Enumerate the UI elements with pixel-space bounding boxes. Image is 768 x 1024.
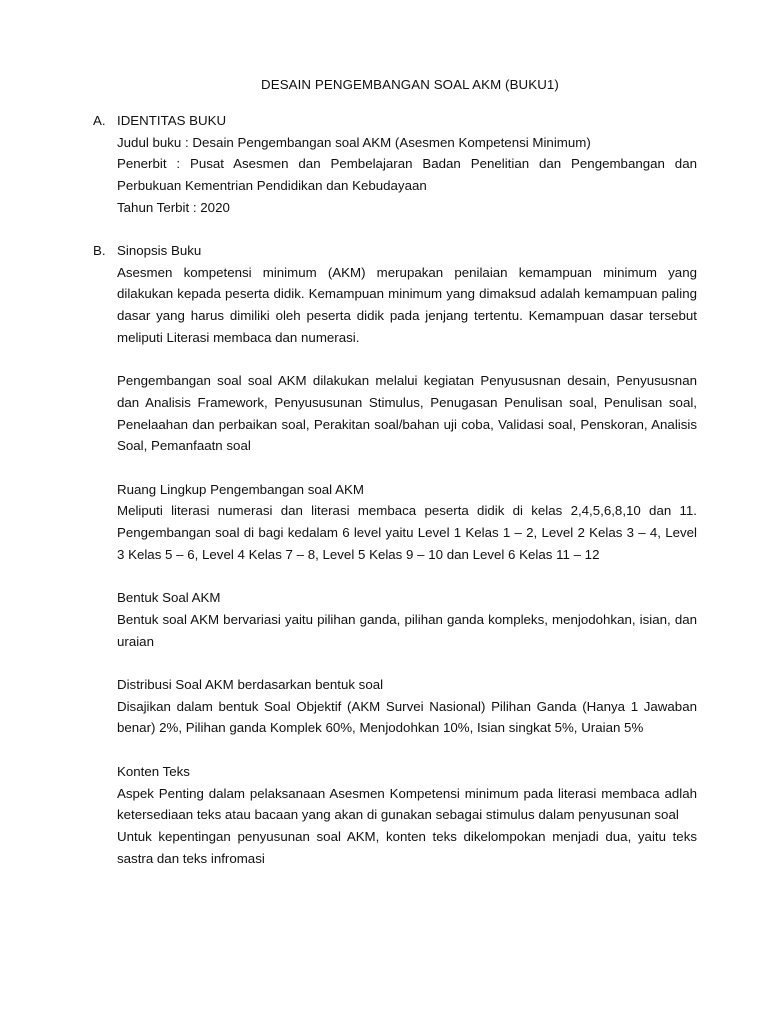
paragraph-gap — [117, 457, 697, 479]
section-a-heading: IDENTITAS BUKU — [117, 113, 227, 128]
ruang-lingkup-text: Meliputi literasi numerasi dan literasi membaca peserta didik di kelas 2,4,5,6,8,10 dan 11. Pengembangan soal di bagi kedalam 6 level yaitu Level 1 Kelas 1 – 2, Level 2 Kelas 3 – 4, Level 3 Kelas 5 – 6, Level 4 Kelas 7 – 8, Level 5 Kelas 9 – 10 dan Level 6 Kelas 11 – 12 — [117, 503, 697, 562]
tahun-terbit-line: Tahun Terbit : 2020 — [117, 199, 230, 215]
ruang-lingkup-heading: Ruang Lingkup Pengembangan soal AKM — [117, 481, 364, 497]
distribusi-soal-text: Disajikan dalam bentuk Soal Objektif (AKM Survei Nasional) Pilihan Ganda (Hanya 1 Jawaban benar) 2%, Pilihan ganda Komplek 60%, Menjodohkan 10%, Isian singkat 5%, Uraian 5% — [117, 698, 697, 736]
paragraph-gap — [117, 739, 697, 761]
section-sinopsis-buku — [93, 240, 697, 869]
sinopsis-paragraph-2: Pengembangan soal soal AKM dilakukan melalui kegiatan Penyususnan desain, Penyususnan dan Analisis Framework, Penyususunan Stimulus, Penugasan Penulisan soal, Penulisan soal, Penelaahan dan perbaikan soal, Perakitan soal/bahan uji coba, Validasi soal, Penskoran, Analisis Soal, Pemanfaatn soal — [117, 373, 697, 454]
section-identitas-buku — [93, 110, 697, 219]
penerbit-line: Penerbit : Pusat Asesmen dan Pembelajaran Badan Penelitian dan Pengembangan dan Perbukuan Kementrian Pendidikan dan Kebudayaan — [117, 156, 697, 194]
paragraph-gap — [117, 652, 697, 674]
section-b-header — [93, 240, 697, 262]
judul-buku-line: Judul buku : Desain Pengembangan soal AKM (Asesmen Kompetensi Minimum) — [117, 134, 591, 150]
section-a-header — [93, 110, 697, 132]
paragraph-gap — [117, 349, 697, 371]
section-b-body — [93, 262, 697, 870]
konten-teks-heading: Konten Teks — [117, 763, 190, 779]
bentuk-soal-text: Bentuk soal AKM bervariasi yaitu pilihan ganda, pilihan ganda kompleks, menjodohkan, isian, dan uraian — [117, 611, 697, 649]
document-title: DESAIN PENGEMBANGAN SOAL AKM (BUKU1) — [261, 77, 559, 92]
sinopsis-paragraph-1: Asesmen kompetensi minimum (AKM) merupakan penilaian kemampuan minimum yang dilakukan kepada peserta didik. Kemampuan minimum yang dimaksud adalah kemampuan paling dasar yang harus dimiliki oleh peserta didik pada jenjang tertentu. Kemampuan dasar tersebut meliputi Literasi membaca dan numerasi. — [117, 264, 697, 345]
paragraph-gap — [117, 566, 697, 588]
section-b-letter: B. — [93, 243, 106, 258]
section-a-body — [93, 132, 697, 219]
distribusi-soal-heading: Distribusi Soal AKM berdasarkan bentuk soal — [117, 677, 384, 692]
konten-teks-text-1: Aspek Penting dalam pelaksanaan Asesmen Kompetensi minimum pada literasi membaca adlah ketersediaan teks atau bacaan yang akan di gunakan sebagai stimulus dalam penyusunan soal — [117, 785, 697, 823]
section-b-heading: Sinopsis Buku — [117, 243, 202, 258]
konten-teks-text-2: Untuk kepentingan penyusunan soal AKM, konten teks dikelompokan menjadi dua, yaitu teks sastra dan teks infromasi — [117, 828, 697, 866]
section-a-letter: A. — [93, 113, 106, 128]
bentuk-soal-heading: Bentuk Soal AKM — [117, 590, 221, 606]
